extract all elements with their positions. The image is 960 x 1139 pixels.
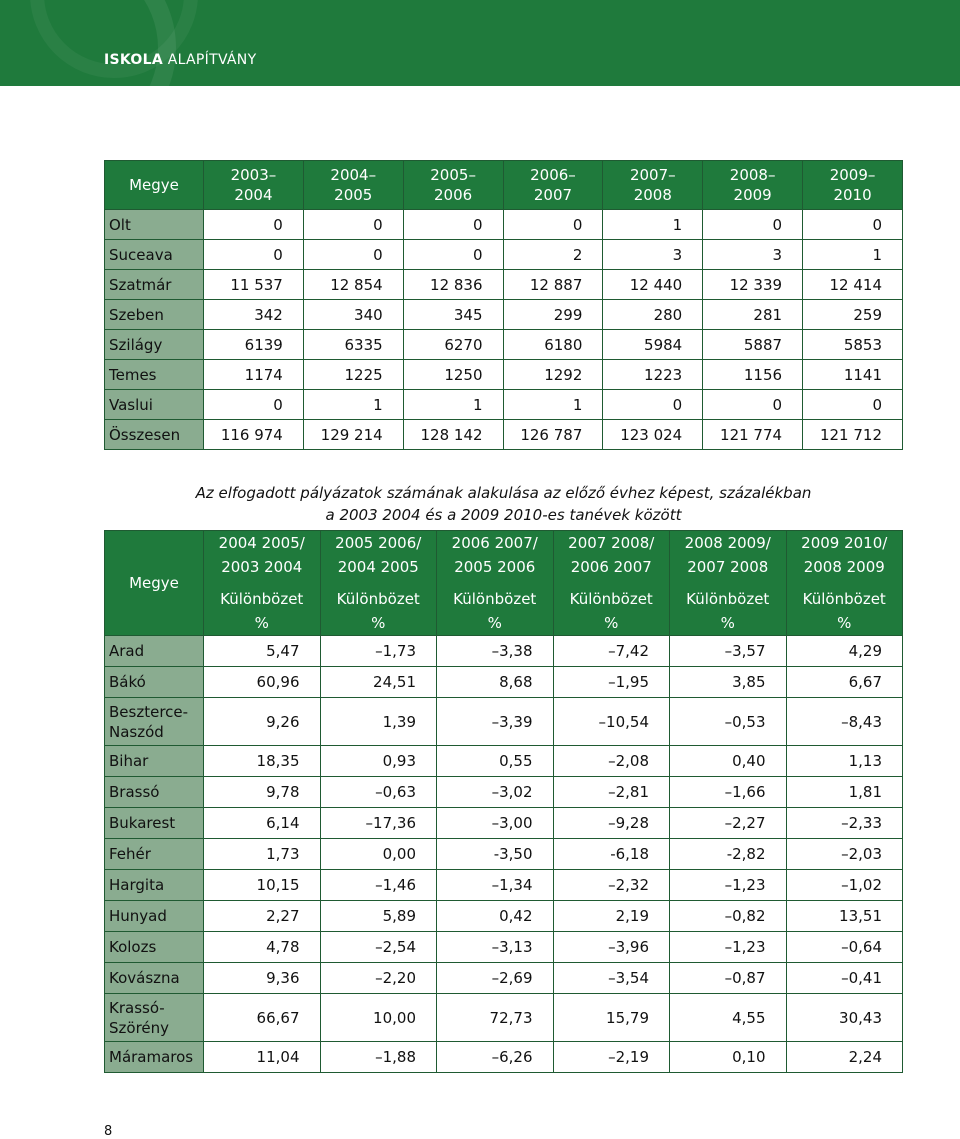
column-difference-label: [321, 587, 437, 635]
column-period-line: 2004 2005: [337, 558, 419, 576]
percent-label: %: [487, 614, 502, 632]
column-period-line: 2006 2007: [570, 558, 652, 576]
value-cell: 280: [603, 300, 703, 330]
value-cell: 0: [803, 390, 903, 420]
value-cell: 30,43: [786, 994, 903, 1042]
value-cell: -3,50: [437, 839, 554, 870]
table1-column-header: [703, 161, 803, 210]
value-cell: 9,36: [204, 963, 321, 994]
column-period-line: 2008 2009/: [684, 534, 771, 552]
brand-rest: ALAPÍTVÁNY: [167, 52, 257, 68]
table2-body: [105, 636, 903, 1073]
table-row: [105, 360, 903, 390]
column-header-line: 2004: [234, 186, 273, 204]
value-cell: –1,23: [670, 870, 787, 901]
value-cell: 3,85: [670, 667, 787, 698]
value-cell: –3,38: [437, 636, 554, 667]
value-cell: 1174: [204, 360, 304, 390]
value-cell: 6,14: [204, 808, 321, 839]
difference-label: Különbözet: [686, 590, 770, 608]
value-cell: 6139: [204, 330, 304, 360]
value-cell: –2,69: [437, 963, 554, 994]
table-row: [105, 746, 903, 777]
value-cell: –0,41: [786, 963, 903, 994]
table-row: [105, 636, 903, 667]
column-period-line: 2004 2005/: [218, 534, 305, 552]
value-cell: 0,40: [670, 746, 787, 777]
county-name-cell: Szilágy: [105, 330, 204, 360]
county-name-line: Bákó: [109, 673, 146, 691]
value-cell: –8,43: [786, 698, 903, 746]
value-cell: 10,15: [204, 870, 321, 901]
value-cell: 0,10: [670, 1042, 787, 1073]
brand-bold: ISKOLA: [104, 52, 163, 68]
value-cell: 1: [803, 240, 903, 270]
caption-line-1: Az elfogadott pályázatok számának alakulása az előző évhez képest, százalékban: [195, 484, 812, 502]
county-name-line: Hargita: [109, 876, 165, 894]
table-row: [105, 390, 903, 420]
value-cell: 1,39: [320, 698, 437, 746]
value-cell: 123 024: [603, 420, 703, 450]
column-header-line: 2006–: [530, 166, 576, 184]
county-name-cell: [105, 932, 204, 963]
value-cell: 1,73: [204, 839, 321, 870]
value-cell: 121 774: [703, 420, 803, 450]
county-name-line: Kovászna: [109, 969, 180, 987]
value-cell: 1: [403, 390, 503, 420]
value-cell: 2,19: [553, 901, 670, 932]
county-change-table: [104, 530, 903, 1073]
value-cell: 60,96: [204, 667, 321, 698]
column-difference-label: [787, 587, 903, 635]
column-header-line: 2003–: [230, 166, 277, 184]
value-cell: 342: [204, 300, 304, 330]
value-cell: –2,27: [670, 808, 787, 839]
value-cell: 4,55: [670, 994, 787, 1042]
county-name-cell: [105, 1042, 204, 1073]
table2-caption: [104, 482, 903, 526]
caption-line-2: a 2003 2004 és a 2009 2010-es tanévek között: [325, 506, 682, 524]
column-header-line: 2009: [733, 186, 772, 204]
value-cell: 9,26: [204, 698, 321, 746]
county-name-line: Fehér: [109, 845, 151, 863]
table-row: [105, 839, 903, 870]
value-cell: 0: [703, 210, 803, 240]
value-cell: 1156: [703, 360, 803, 390]
column-header-line: 2004–: [330, 166, 377, 184]
value-cell: 126 787: [503, 420, 603, 450]
column-header-line: 2008–: [729, 166, 776, 184]
column-period-line: 2007 2008: [687, 558, 769, 576]
county-name-cell: [105, 698, 204, 746]
table-row: [105, 963, 903, 994]
value-cell: 1225: [303, 360, 403, 390]
value-cell: 0: [204, 240, 304, 270]
value-cell: 0: [803, 210, 903, 240]
value-cell: 0: [503, 210, 603, 240]
table-row: [105, 808, 903, 839]
column-difference-label: [204, 587, 320, 635]
value-cell: 1: [303, 390, 403, 420]
table-row: [105, 420, 903, 450]
county-name-line: Máramaros: [109, 1048, 194, 1066]
value-cell: 340: [303, 300, 403, 330]
value-cell: –3,02: [437, 777, 554, 808]
value-cell: 12 414: [803, 270, 903, 300]
value-cell: 0,00: [320, 839, 437, 870]
value-cell: 12 887: [503, 270, 603, 300]
table2-column-header: [437, 531, 554, 636]
value-cell: 0: [303, 210, 403, 240]
value-cell: –10,54: [553, 698, 670, 746]
value-cell: –1,34: [437, 870, 554, 901]
table-row: [105, 270, 903, 300]
county-name-cell: Összesen: [105, 420, 204, 450]
value-cell: 1223: [603, 360, 703, 390]
value-cell: –0,82: [670, 901, 787, 932]
table2-column-header: [553, 531, 670, 636]
county-name-line: Arad: [109, 642, 145, 660]
value-cell: 11 537: [204, 270, 304, 300]
column-difference-label: [437, 587, 553, 635]
value-cell: 3: [703, 240, 803, 270]
brand-title: [104, 52, 256, 68]
value-cell: 1250: [403, 360, 503, 390]
column-header-line: 2010: [833, 186, 872, 204]
table1-body: [105, 210, 903, 450]
column-period-line: 2005 2006: [454, 558, 536, 576]
value-cell: 1292: [503, 360, 603, 390]
value-cell: 1: [503, 390, 603, 420]
value-cell: –17,36: [320, 808, 437, 839]
value-cell: 1141: [803, 360, 903, 390]
value-cell: 0,42: [437, 901, 554, 932]
value-cell: 2,27: [204, 901, 321, 932]
value-cell: –3,00: [437, 808, 554, 839]
value-cell: 0: [303, 240, 403, 270]
value-cell: 66,67: [204, 994, 321, 1042]
county-name-cell: Szeben: [105, 300, 204, 330]
table-row: [105, 210, 903, 240]
value-cell: 11,04: [204, 1042, 321, 1073]
value-cell: 0: [403, 210, 503, 240]
value-cell: 72,73: [437, 994, 554, 1042]
value-cell: –0,64: [786, 932, 903, 963]
value-cell: 18,35: [204, 746, 321, 777]
value-cell: –2,20: [320, 963, 437, 994]
value-cell: –1,88: [320, 1042, 437, 1073]
percent-label: %: [837, 614, 852, 632]
percent-label: %: [720, 614, 735, 632]
county-name-cell: [105, 808, 204, 839]
value-cell: –3,39: [437, 698, 554, 746]
value-cell: 0,55: [437, 746, 554, 777]
table2-column-header: [786, 531, 903, 636]
table1-column-header: [803, 161, 903, 210]
county-name-line: Hunyad: [109, 907, 167, 925]
value-cell: 0: [703, 390, 803, 420]
value-cell: –2,03: [786, 839, 903, 870]
column-period-line: 2003 2004: [221, 558, 303, 576]
value-cell: 4,78: [204, 932, 321, 963]
value-cell: –2,81: [553, 777, 670, 808]
table2-column-header: [320, 531, 437, 636]
value-cell: 0: [204, 390, 304, 420]
difference-label: Különbözet: [569, 590, 653, 608]
column-period-line: 2005 2006/: [335, 534, 422, 552]
value-cell: 345: [403, 300, 503, 330]
value-cell: –1,23: [670, 932, 787, 963]
county-name-line: Beszterce-: [109, 702, 189, 721]
county-name-line: Bukarest: [109, 814, 176, 832]
column-period-line: 2008 2009: [803, 558, 885, 576]
difference-label: Különbözet: [802, 590, 886, 608]
table1-column-header: [403, 161, 503, 210]
county-name-cell: Vaslui: [105, 390, 204, 420]
table2-column-header: [670, 531, 787, 636]
table-row: [105, 1042, 903, 1073]
county-name-cell: [105, 963, 204, 994]
county-name-line: Naszód: [109, 722, 164, 741]
value-cell: –0,53: [670, 698, 787, 746]
value-cell: 4,29: [786, 636, 903, 667]
county-name-cell: [105, 994, 204, 1042]
value-cell: 5984: [603, 330, 703, 360]
value-cell: –0,87: [670, 963, 787, 994]
value-cell: 6180: [503, 330, 603, 360]
value-cell: 5,47: [204, 636, 321, 667]
table1-label-header: Megye: [105, 161, 204, 210]
table-row: [105, 870, 903, 901]
column-period-line: 2007 2008/: [568, 534, 655, 552]
value-cell: –3,54: [553, 963, 670, 994]
county-name-cell: Suceava: [105, 240, 204, 270]
county-name-line: Szörény: [109, 1018, 170, 1037]
value-cell: –2,32: [553, 870, 670, 901]
value-cell: 5853: [803, 330, 903, 360]
table-row: [105, 240, 903, 270]
value-cell: –2,54: [320, 932, 437, 963]
county-name-line: Bihar: [109, 752, 149, 770]
difference-label: Különbözet: [336, 590, 420, 608]
county-name-cell: [105, 636, 204, 667]
page-number: 8: [104, 1124, 113, 1139]
value-cell: 2: [503, 240, 603, 270]
table-row: [105, 932, 903, 963]
table-row: [105, 994, 903, 1042]
value-cell: 281: [703, 300, 803, 330]
value-cell: 15,79: [553, 994, 670, 1042]
column-header-line: 2009–: [829, 166, 876, 184]
column-header-line: 2006: [434, 186, 473, 204]
difference-label: Különbözet: [453, 590, 537, 608]
value-cell: –2,33: [786, 808, 903, 839]
difference-label: Különbözet: [220, 590, 304, 608]
value-cell: –6,26: [437, 1042, 554, 1073]
county-name-cell: [105, 839, 204, 870]
value-cell: –1,95: [553, 667, 670, 698]
table1-column-header: [503, 161, 603, 210]
value-cell: 299: [503, 300, 603, 330]
value-cell: 2,24: [786, 1042, 903, 1073]
value-cell: 13,51: [786, 901, 903, 932]
value-cell: 5887: [703, 330, 803, 360]
table-row: [105, 330, 903, 360]
value-cell: 9,78: [204, 777, 321, 808]
table-row: [105, 777, 903, 808]
value-cell: 12 854: [303, 270, 403, 300]
column-header-line: 2007–: [629, 166, 676, 184]
value-cell: 6,67: [786, 667, 903, 698]
table2-header-row: [105, 531, 903, 636]
value-cell: –7,42: [553, 636, 670, 667]
value-cell: 259: [803, 300, 903, 330]
county-counts-table: [104, 160, 903, 450]
value-cell: 0: [403, 240, 503, 270]
value-cell: 12 440: [603, 270, 703, 300]
table-row: [105, 300, 903, 330]
value-cell: 129 214: [303, 420, 403, 450]
percent-label: %: [371, 614, 386, 632]
value-cell: -2,82: [670, 839, 787, 870]
value-cell: 1,81: [786, 777, 903, 808]
value-cell: –2,19: [553, 1042, 670, 1073]
county-name-line: Krassó-: [109, 998, 165, 1017]
county-name-cell: [105, 901, 204, 932]
column-period-line: 2006 2007/: [451, 534, 538, 552]
table1-column-header: [603, 161, 703, 210]
value-cell: 128 142: [403, 420, 503, 450]
value-cell: 24,51: [320, 667, 437, 698]
value-cell: –2,08: [553, 746, 670, 777]
value-cell: -6,18: [553, 839, 670, 870]
table2-label-header: Megye: [105, 531, 204, 636]
page-header-bar: [0, 0, 960, 86]
value-cell: 12 836: [403, 270, 503, 300]
column-difference-label: [670, 587, 786, 635]
value-cell: 0: [204, 210, 304, 240]
percent-label: %: [254, 614, 269, 632]
county-name-line: Brassó: [109, 783, 160, 801]
county-name-cell: Szatmár: [105, 270, 204, 300]
value-cell: 0,93: [320, 746, 437, 777]
value-cell: 3: [603, 240, 703, 270]
column-header-line: 2007: [533, 186, 573, 204]
value-cell: –1,02: [786, 870, 903, 901]
value-cell: –3,13: [437, 932, 554, 963]
value-cell: –1,46: [320, 870, 437, 901]
value-cell: 0: [603, 390, 703, 420]
value-cell: 116 974: [204, 420, 304, 450]
county-name-cell: [105, 870, 204, 901]
table2-column-header: [204, 531, 321, 636]
column-difference-label: [554, 587, 670, 635]
value-cell: 5,89: [320, 901, 437, 932]
table1-column-header: [303, 161, 403, 210]
table1-column-header: [204, 161, 304, 210]
table-row: [105, 698, 903, 746]
value-cell: 6335: [303, 330, 403, 360]
value-cell: 12 339: [703, 270, 803, 300]
county-name-cell: [105, 777, 204, 808]
column-header-line: 2005–: [430, 166, 476, 184]
value-cell: –0,63: [320, 777, 437, 808]
value-cell: 10,00: [320, 994, 437, 1042]
percent-label: %: [604, 614, 619, 632]
value-cell: 6270: [403, 330, 503, 360]
value-cell: 8,68: [437, 667, 554, 698]
column-period-line: 2009 2010/: [801, 534, 888, 552]
table1-header-row: [105, 161, 903, 210]
county-name-line: Kolozs: [109, 938, 157, 956]
table-row: [105, 667, 903, 698]
value-cell: –3,96: [553, 932, 670, 963]
value-cell: –1,73: [320, 636, 437, 667]
county-name-cell: [105, 667, 204, 698]
value-cell: 1: [603, 210, 703, 240]
value-cell: 121 712: [803, 420, 903, 450]
value-cell: 1,13: [786, 746, 903, 777]
table-row: [105, 901, 903, 932]
value-cell: –9,28: [553, 808, 670, 839]
column-header-line: 2008: [633, 186, 672, 204]
value-cell: –3,57: [670, 636, 787, 667]
column-header-line: 2005: [334, 186, 373, 204]
county-name-cell: Temes: [105, 360, 204, 390]
value-cell: –1,66: [670, 777, 787, 808]
county-name-cell: [105, 746, 204, 777]
county-name-cell: Olt: [105, 210, 204, 240]
